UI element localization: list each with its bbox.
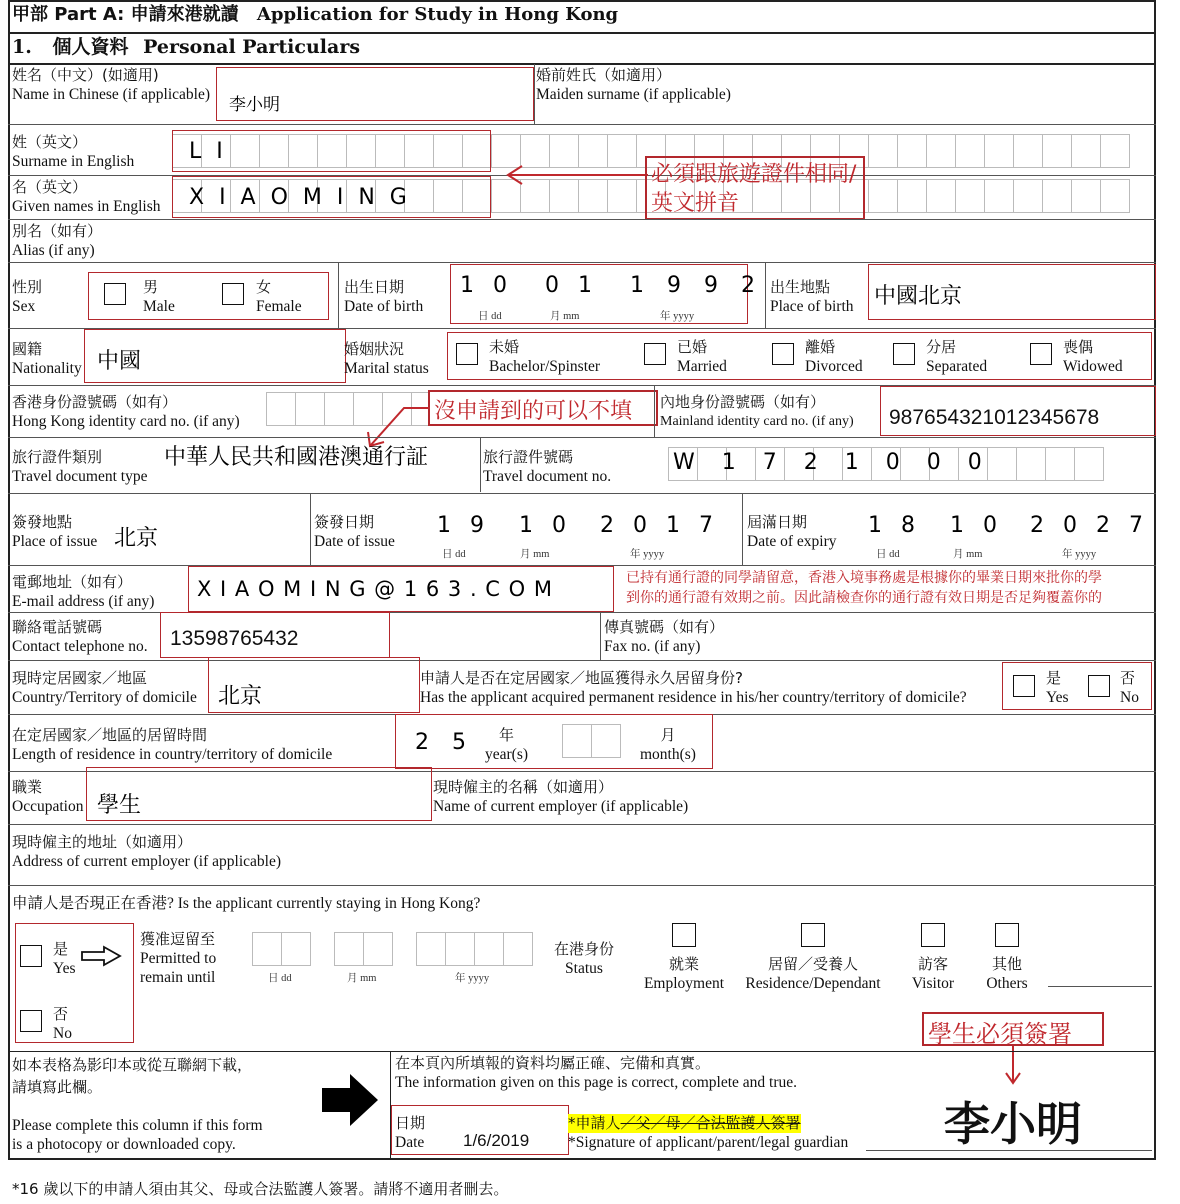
date-expiry-mm-label: 月 mm (953, 549, 983, 560)
doc-no-label-zh: 旅行證件號碼 (483, 448, 574, 466)
permitted-en1: Permitted to (140, 950, 217, 967)
status-option-checkbox[interactable] (995, 923, 1019, 947)
perm-res-no-zh: 否 (1120, 669, 1136, 687)
part-header-en: Application for Study in Hong Kong (256, 4, 619, 25)
surname-field[interactable] (172, 130, 491, 172)
annotation-expiry-line1: 已持有通行證的同學請留意，香港入境事務處是根據你的畢業日期來批你的學 (626, 570, 1102, 586)
input-cell (562, 724, 592, 758)
marital-option-label (489, 338, 600, 376)
doc-type-label-en: Travel document type (12, 468, 148, 485)
status-option-label (927, 955, 1087, 993)
place-issue-value[interactable]: 北京 (114, 526, 159, 551)
female-checkbox[interactable] (222, 283, 244, 305)
years-unit-label (485, 726, 528, 764)
years-unit-zh: 年 (499, 726, 515, 744)
pob-value: 中國北京 (874, 284, 963, 309)
male-label-en: Male (143, 298, 175, 315)
input-cell (1045, 447, 1075, 481)
phone-label-zh: 聯絡電話號碼 (12, 618, 103, 636)
input-cell (503, 932, 533, 966)
in-hk-no-zh: 否 (53, 1005, 69, 1023)
pob-label (770, 278, 854, 316)
marital-option-zh: 離婚 (805, 338, 836, 356)
mainland-id-label-zh: 內地身份證號碼（如有） (660, 393, 826, 411)
marital-option-checkbox[interactable] (893, 343, 915, 365)
date-issue-label-en: Date of issue (314, 533, 395, 550)
mainland-id-value: 987654321012345678 (889, 406, 1100, 429)
dob-label-en: Date of birth (344, 298, 424, 315)
nationality-label-zh: 國籍 (12, 340, 43, 358)
in-hk-yes-checkbox[interactable] (20, 945, 42, 967)
perm-res-label (420, 669, 967, 707)
annotation-arrow-down-sign (1003, 1046, 1023, 1086)
male-label-zh: 男 (143, 278, 159, 296)
input-cell (295, 392, 325, 426)
permitted-mm-label: 月 mm (347, 973, 377, 984)
marital-option-zh: 已婚 (677, 338, 708, 356)
divider (600, 612, 601, 660)
permitted-yyyy-label: 年 yyyy (455, 973, 490, 984)
maiden-label-zh: 婚前姓氏（如適用） (536, 66, 672, 84)
residence-len-label-zh: 在定居國家／地區的居留時間 (12, 726, 208, 744)
section-title-zh: 個人資料 (52, 36, 129, 58)
divider (8, 63, 1156, 65)
marital-option-checkbox[interactable] (1030, 343, 1052, 365)
photocopy-note-en (12, 1116, 263, 1154)
annotation-hkid-text: 沒申請到的可以不填 (434, 399, 633, 424)
statement (395, 1054, 797, 1092)
annotation-sign (922, 1012, 1104, 1046)
date-label-en: Date (395, 1134, 425, 1151)
marital-label (344, 340, 429, 378)
others-line (1048, 986, 1152, 987)
divider (8, 1051, 1156, 1052)
input-cell (1071, 134, 1101, 168)
name-cn-value: 李小明 (229, 95, 280, 115)
employer-name-label-zh: 現時僱主的名稱（如適用） (433, 778, 614, 796)
marital-option-zh: 未婚 (489, 338, 520, 356)
marital-label-zh: 婚姻狀況 (344, 340, 405, 358)
section-title-en: Personal Particulars (143, 36, 361, 58)
maiden-label (536, 66, 731, 104)
marital-option-en: Divorced (805, 358, 863, 375)
signature-label (568, 1114, 848, 1152)
date-expiry-yyyy[interactable]: 2 0 2 7 (1030, 513, 1149, 538)
alias-label-zh: 別名（如有） (12, 222, 103, 240)
annotation-english-name-text: 必須跟旅遊證件相同/英文拼音 (651, 162, 857, 216)
annotation-arrow-left (500, 160, 650, 190)
given-field[interactable] (172, 176, 491, 218)
section-title (12, 38, 360, 57)
perm-res-yes-en: Yes (1046, 689, 1069, 706)
female-label-zh: 女 (256, 278, 272, 296)
input-cell (926, 179, 956, 213)
marital-option-label (1063, 338, 1123, 376)
date-label (395, 1114, 425, 1152)
date-expiry-dd-label: 日 dd (876, 549, 900, 560)
big-arrow-icon (320, 1072, 380, 1128)
surname-label-zh: 姓（英文） (12, 133, 88, 151)
sex-label (12, 278, 42, 316)
input-cell (416, 932, 446, 966)
divider (310, 493, 311, 565)
input-cell (955, 179, 985, 213)
months-unit-zh: 月 (660, 726, 676, 744)
date-label-zh: 日期 (395, 1114, 426, 1132)
perm-res-label-en: Has the applicant acquired permanent residence in his/her country/territory of domicile? (420, 689, 967, 706)
footnote: *16 歲以下的申請人須由其父、母或合法監護人簽署。請將不適用者刪去。 (12, 1180, 509, 1198)
input-cell (445, 932, 475, 966)
in-hk-question-text: 申請人是否現正在香港? Is the applicant currently staying in Hong Kong? (12, 895, 481, 912)
email-label-en: E-mail address (if any) (12, 593, 155, 610)
date-expiry-mm[interactable]: 1 0 (950, 513, 1003, 538)
date-issue-label (314, 513, 395, 551)
input-cell (1100, 134, 1130, 168)
male-label (143, 278, 175, 316)
given-value: X I A O M I N G (189, 185, 411, 210)
doc-no-value: W 1 7 2 1 0 0 0 (673, 450, 992, 475)
hkid-label-zh: 香港身份證號碼（如有） (12, 393, 178, 411)
marital-option-en: Married (677, 358, 727, 375)
employer-addr-label-zh: 現時僱主的地址（如適用） (12, 833, 193, 851)
domicile-label (12, 669, 197, 707)
permitted-dd-cells[interactable] (252, 932, 310, 966)
divider (8, 219, 1156, 220)
phone-label (12, 618, 148, 656)
dob-label (344, 278, 423, 316)
domicile-label-zh: 現時定居國家／地區 (12, 669, 148, 687)
divider (8, 885, 1156, 886)
date-expiry-dd[interactable]: 1 8 (868, 513, 921, 538)
nationality-field[interactable] (84, 329, 346, 383)
permitted-yyyy-cells[interactable] (416, 932, 532, 966)
months-unit-label (640, 726, 696, 764)
part-header-zh: 甲部 Part A: 申請來港就讀 (12, 4, 239, 25)
domicile-label-en: Country/Territory of domicile (12, 689, 197, 706)
statement-zh: 在本頁內所填報的資料均屬正確、完備和真實。 (395, 1054, 711, 1072)
dob-yyyy-label: 年 yyyy (660, 311, 695, 322)
right-arrow-icon (80, 945, 122, 967)
maiden-label-en: Maiden surname (if applicable) (536, 86, 731, 103)
signature-label-zh-a: *申請人 (568, 1114, 621, 1132)
perm-res-no-en: No (1120, 689, 1139, 706)
in-hk-yes-zh: 是 (53, 940, 69, 958)
phone-value: 13598765432 (170, 627, 299, 650)
fax-label-en: Fax no. (if any) (604, 638, 701, 655)
sex-label-zh: 性別 (12, 278, 43, 296)
fax-label (604, 618, 724, 656)
marital-option-label (677, 338, 727, 376)
nationality-label (12, 340, 82, 378)
statement-en: The information given on this page is correct, complete and true. (395, 1074, 798, 1091)
divider (8, 262, 1156, 263)
perm-res-yes-zh: 是 (1046, 669, 1062, 687)
status-label-en: Status (565, 960, 603, 977)
alias-label (12, 222, 102, 260)
perm-res-yes-checkbox[interactable] (1013, 675, 1035, 697)
status-option-checkbox[interactable] (801, 923, 825, 947)
domicile-field[interactable] (208, 657, 420, 713)
status-option-zh: 居留／受養人 (767, 955, 858, 973)
input-cell (591, 724, 621, 758)
date-expiry-label-zh: 屆滿日期 (747, 513, 808, 531)
email-field[interactable] (188, 566, 614, 612)
date-issue-dd-label: 日 dd (442, 549, 466, 560)
perm-res-no-label (1120, 669, 1139, 707)
pob-field[interactable] (868, 264, 1156, 320)
status-option-en: Residence/Dependant (745, 975, 881, 992)
female-label-en: Female (256, 298, 302, 315)
annotation-sign-text: 學生必須簽署 (928, 1020, 1072, 1048)
photocopy-note (12, 1054, 252, 1098)
marital-label-en: Marital status (344, 360, 429, 377)
input-cell (868, 134, 898, 168)
divider (742, 493, 743, 565)
photocopy-zh2: 請填寫此欄。 (12, 1078, 103, 1096)
input-cell (984, 179, 1014, 213)
residence-years-value: 2 5 (415, 730, 474, 755)
divider (8, 493, 1156, 494)
status-label-zh: 在港身份 (554, 940, 615, 958)
doc-type-label-zh: 旅行證件類別 (12, 448, 103, 466)
in-hk-question (12, 894, 480, 913)
marital-option-zh: 分居 (926, 338, 957, 356)
divider (534, 64, 535, 124)
input-cell (1042, 179, 1072, 213)
input-cell (324, 392, 354, 426)
perm-res-no-checkbox[interactable] (1088, 675, 1110, 697)
input-cell (281, 932, 311, 966)
marital-option-label (926, 338, 987, 376)
occupation-label (12, 778, 83, 816)
input-cell (252, 932, 282, 966)
marital-option-en: Separated (926, 358, 988, 375)
date-expiry-yyyy-label: 年 yyyy (1062, 549, 1097, 560)
input-cell (984, 134, 1014, 168)
annotation-expiry (626, 568, 1102, 608)
status-option-checkbox[interactable] (921, 923, 945, 947)
divider (8, 32, 1156, 34)
perm-res-label-zh: 申請人是否在定居國家／地區獲得永久居留身份? (420, 669, 743, 687)
place-issue-label-zh: 簽發地點 (12, 513, 73, 531)
marital-option-zh: 喪偶 (1063, 338, 1094, 356)
dob-mm-label: 月 mm (550, 311, 580, 322)
marital-option-label (805, 338, 863, 376)
female-label (256, 278, 302, 316)
alias-label-en: Alias (if any) (12, 242, 95, 259)
date-issue-mm[interactable]: 1 0 (519, 513, 572, 538)
place-issue-label (12, 513, 97, 551)
date-issue-dd[interactable]: 1 9 (437, 513, 490, 538)
dob-label-zh: 出生日期 (344, 278, 405, 296)
name-cn-label (12, 66, 210, 104)
pob-label-en: Place of birth (770, 298, 854, 315)
given-label-zh: 名（英文） (12, 178, 88, 196)
input-cell (334, 932, 364, 966)
status-option-checkbox[interactable] (672, 923, 696, 947)
employer-addr-label (12, 833, 281, 871)
fax-label-zh: 傳真號碼（如有） (604, 618, 725, 636)
mainland-id-label (660, 393, 854, 431)
date-issue-yyyy-label: 年 yyyy (630, 549, 665, 560)
sex-label-en: Sex (12, 298, 36, 315)
marital-option-checkbox[interactable] (772, 343, 794, 365)
marital-option-checkbox[interactable] (644, 343, 666, 365)
in-hk-yes-en: Yes (53, 960, 76, 977)
divider (338, 262, 339, 328)
email-label (12, 573, 154, 611)
doc-no-label-en: Travel document no. (483, 468, 612, 485)
email-label-zh: 電郵地址（如有） (12, 573, 133, 591)
input-cell (926, 134, 956, 168)
divider (8, 437, 1156, 438)
input-cell (897, 134, 927, 168)
in-hk-yes-label (53, 940, 76, 978)
marital-option-checkbox[interactable] (456, 343, 478, 365)
input-cell (474, 932, 504, 966)
in-hk-no-checkbox[interactable] (20, 1010, 42, 1032)
signature-label-en: *Signature of applicant/parent/legal guardian (568, 1134, 849, 1151)
annotation-english-name (645, 156, 865, 220)
employer-name-label (433, 778, 688, 816)
nationality-label-en: Nationality (12, 360, 82, 377)
in-hk-no-en: No (53, 1025, 72, 1042)
part-header (12, 5, 618, 24)
divider (654, 385, 655, 437)
photocopy-zh1: 如本表格為影印本或從互聯網下載， (12, 1056, 253, 1074)
date-issue-yyyy[interactable]: 2 0 1 7 (600, 513, 719, 538)
input-cell (1013, 179, 1043, 213)
dob-dd: 1 0 (460, 273, 513, 298)
email-value: X I A O M I N G @ 1 6 3 . C O M (197, 577, 553, 601)
surname-value: L I (189, 139, 227, 164)
given-label-en: Given names in English (12, 198, 161, 215)
divider (765, 262, 766, 328)
divider (8, 824, 1156, 825)
date-expiry-label (747, 513, 837, 551)
section-number: 1. (12, 36, 32, 58)
input-cell (1042, 134, 1072, 168)
phone-field[interactable] (160, 612, 390, 658)
employer-addr-label-en: Address of current employer (if applicable) (12, 853, 281, 870)
status-option-zh: 其他 (991, 955, 1022, 973)
residence-months-cells[interactable] (562, 724, 620, 758)
status-option-en: Others (986, 975, 1028, 992)
occupation-label-en: Occupation (12, 798, 84, 815)
occupation-field[interactable] (86, 767, 432, 821)
mainland-id-field[interactable] (880, 386, 1156, 436)
hkid-label-en: Hong Kong identity card no. (if any) (12, 413, 240, 430)
male-checkbox[interactable] (104, 283, 126, 305)
months-unit-en: month(s) (640, 746, 696, 763)
given-label (12, 178, 161, 216)
input-cell (1071, 179, 1101, 213)
input-cell (1013, 134, 1043, 168)
date-value: 1/6/2019 (463, 1131, 530, 1150)
status-option-zh: 就業 (668, 955, 699, 973)
signature-label-zh-b: ／父／母／合法監護人簽署 (620, 1114, 801, 1132)
years-unit-en: year(s) (485, 746, 529, 763)
input-cell (955, 134, 985, 168)
photocopy-en2: is a photocopy or downloaded copy. (12, 1136, 236, 1153)
employer-name-label-en: Name of current employer (if applicable) (433, 798, 689, 815)
date-issue-label-zh: 簽發日期 (314, 513, 375, 531)
name-cn-field[interactable] (216, 67, 534, 121)
name-cn-label-en: Name in Chinese (if applicable) (12, 86, 210, 103)
doc-no-label (483, 448, 611, 486)
place-issue-label-en: Place of issue (12, 533, 98, 550)
status-option-en: Employment (643, 975, 725, 992)
name-cn-label-zh: 姓名（中文）(如適用) (12, 66, 159, 84)
dob-dd-label: 日 dd (478, 311, 502, 322)
permitted-mm-cells[interactable] (334, 932, 392, 966)
signature-value[interactable]: 李小明 (944, 1097, 1082, 1151)
input-cell (897, 179, 927, 213)
mainland-id-label-en: Mainland identity card no. (if any) (660, 414, 854, 429)
domicile-value: 北京 (218, 684, 263, 709)
divider (480, 437, 481, 492)
date-expiry-label-en: Date of expiry (747, 533, 837, 550)
photocopy-en1: Please complete this column if this form (12, 1117, 263, 1134)
divider (8, 660, 1156, 661)
nationality-value: 中國 (97, 349, 142, 374)
input-cell (1100, 179, 1130, 213)
doc-type-value[interactable]: 中華人民共和國港澳通行証 (164, 445, 429, 470)
doc-type-label (12, 448, 147, 486)
dob-yyyy: 1 9 9 2 (630, 273, 763, 298)
surname-label (12, 133, 134, 171)
phone-label-en: Contact telephone no. (12, 638, 148, 655)
status-option-zh: 訪客 (917, 955, 948, 973)
status-option-en: Visitor (911, 975, 955, 992)
hkid-label (12, 393, 240, 431)
divider (8, 124, 1156, 125)
perm-res-yes-label (1046, 669, 1069, 707)
input-cell (868, 179, 898, 213)
in-hk-no-label (53, 1005, 72, 1043)
marital-option-en: Bachelor/Spinster (489, 358, 601, 375)
dob-mm: 0 1 (545, 273, 598, 298)
input-cell (266, 392, 296, 426)
pob-label-zh: 出生地點 (770, 278, 831, 296)
input-cell (1016, 447, 1046, 481)
permitted-dd-label: 日 dd (268, 973, 292, 984)
occupation-value: 學生 (97, 793, 142, 818)
date-issue-mm-label: 月 mm (520, 549, 550, 560)
occupation-label-zh: 職業 (12, 778, 43, 796)
permitted-en2: remain until (140, 969, 216, 986)
surname-label-en: Surname in English (12, 153, 135, 170)
permitted-label (140, 930, 216, 987)
permitted-zh: 獲准逗留至 (140, 930, 216, 948)
input-cell (363, 932, 393, 966)
annotation-expiry-line2: 到你的通行證有效期之前。因此請檢查你的通行證有效日期是否足夠覆蓋你的 (626, 590, 1102, 606)
residence-len-label-en: Length of residence in country/territory of domicile (12, 746, 333, 763)
residence-len-label (12, 726, 332, 764)
input-cell (1074, 447, 1104, 481)
annotation-hkid (428, 390, 658, 426)
marital-option-en: Widowed (1063, 358, 1123, 375)
